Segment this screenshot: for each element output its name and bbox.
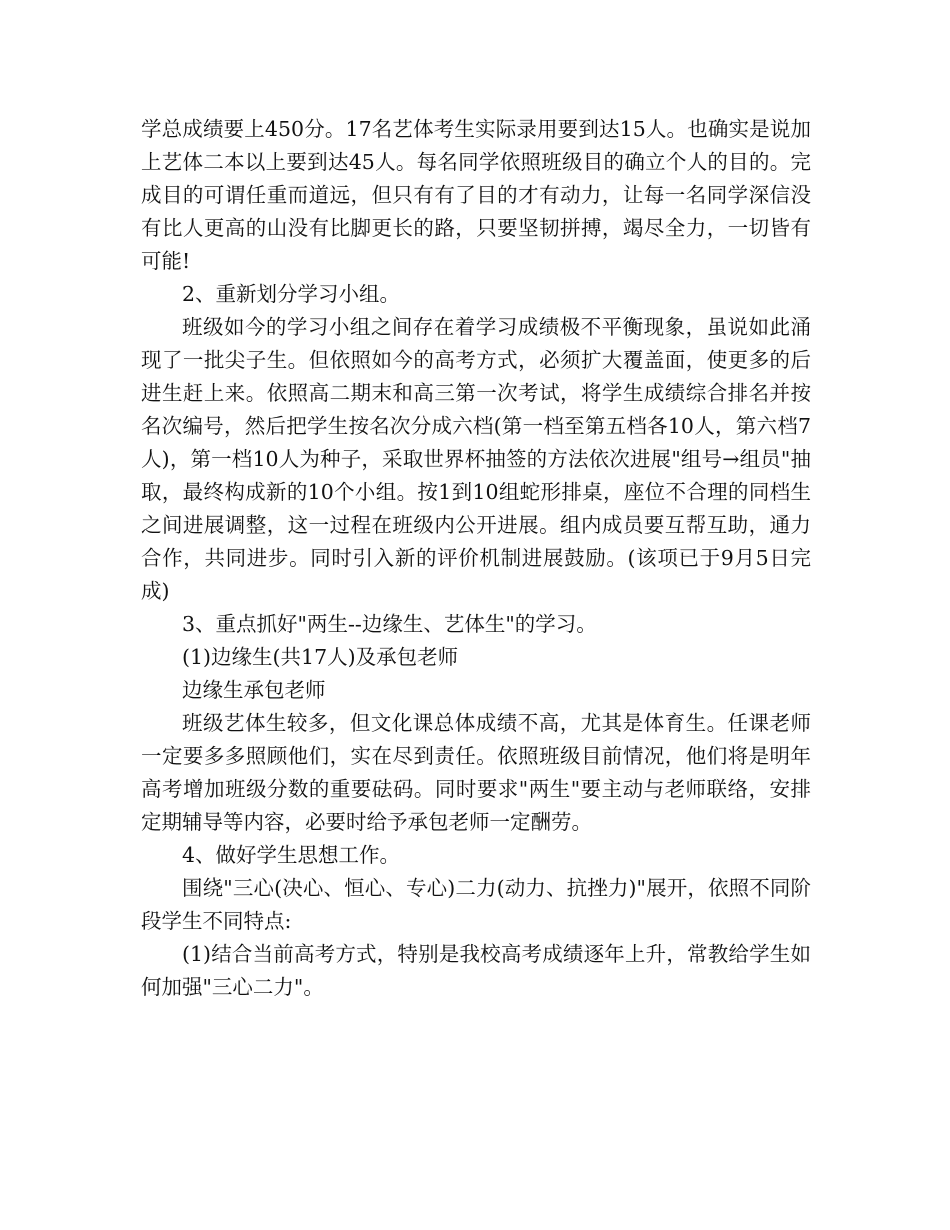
paragraph-4: 3、重点抓好"两生--边缘生、艺体生"的学习。 bbox=[182, 612, 597, 636]
paragraph-6: 边缘生承包老师 bbox=[182, 678, 326, 702]
paragraph-9: 围绕"三心(决心、恒心、专心)二力(动力、抗挫力)"展开，依照不同阶段学生不同特点: bbox=[141, 876, 811, 933]
paragraph-2: 2、重新划分学习小组。 bbox=[182, 282, 401, 306]
paragraph-3: 班级如今的学习小组之间存在着学习成绩极不平衡现象，虽说如此涌现了一批尖子生。但依照如今的高考方式，必须扩大覆盖面，使更多的后进生赶上来。依照高二期末和高三第一次考试，将学生成绩综合排名并按名次编号，然后把学生按名次分成六档(第一档至第五档各10人，第六档7人)，第一档10人为种子，采取世界杯抽签的方法依次进展"组号→组员"抽取，最终构成新的10个小组。按1到10组蛇形排桌，座位不合理的同档生之间进展调整，这一过程在班级内公开进展。组内成员要互帮互助，通力合作，共同进步。同时引入新的评价机制进展鼓励。(该项已于9月5日完成) bbox=[141, 315, 811, 603]
paragraph-10: (1)结合当前高考方式，特别是我校高考成绩逐年上升，常教给学生如何加强"三心二力"。 bbox=[141, 942, 811, 999]
paragraph-8: 4、做好学生思想工作。 bbox=[182, 843, 401, 867]
paragraph-7: 班级艺体生较多，但文化课总体成绩不高，尤其是体育生。任课老师一定要多多照顾他们，实在尽到责任。依照班级目前情况，他们将是明年高考增加班级分数的重要砝码。同时要求"两生"要主动与老师联络，安排定期辅导等内容，必要时给予承包老师一定酬劳。 bbox=[141, 711, 811, 834]
paragraph-1: 学总成绩要上450分。17名艺体考生实际录用要到达15人。也确实是说加上艺体二本以上要到达45人。每名同学依照班级目的确立个人的目的。完成目的可谓任重而道远，但只有有了目的才有动力，让每一名同学深信没有比人更高的山没有比脚更长的路，只要坚韧拼搏，竭尽全力，一切皆有可能! bbox=[141, 117, 811, 273]
paragraph-5: (1)边缘生(共17人)及承包老师 bbox=[182, 645, 459, 669]
document-body bbox=[141, 113, 811, 1004]
